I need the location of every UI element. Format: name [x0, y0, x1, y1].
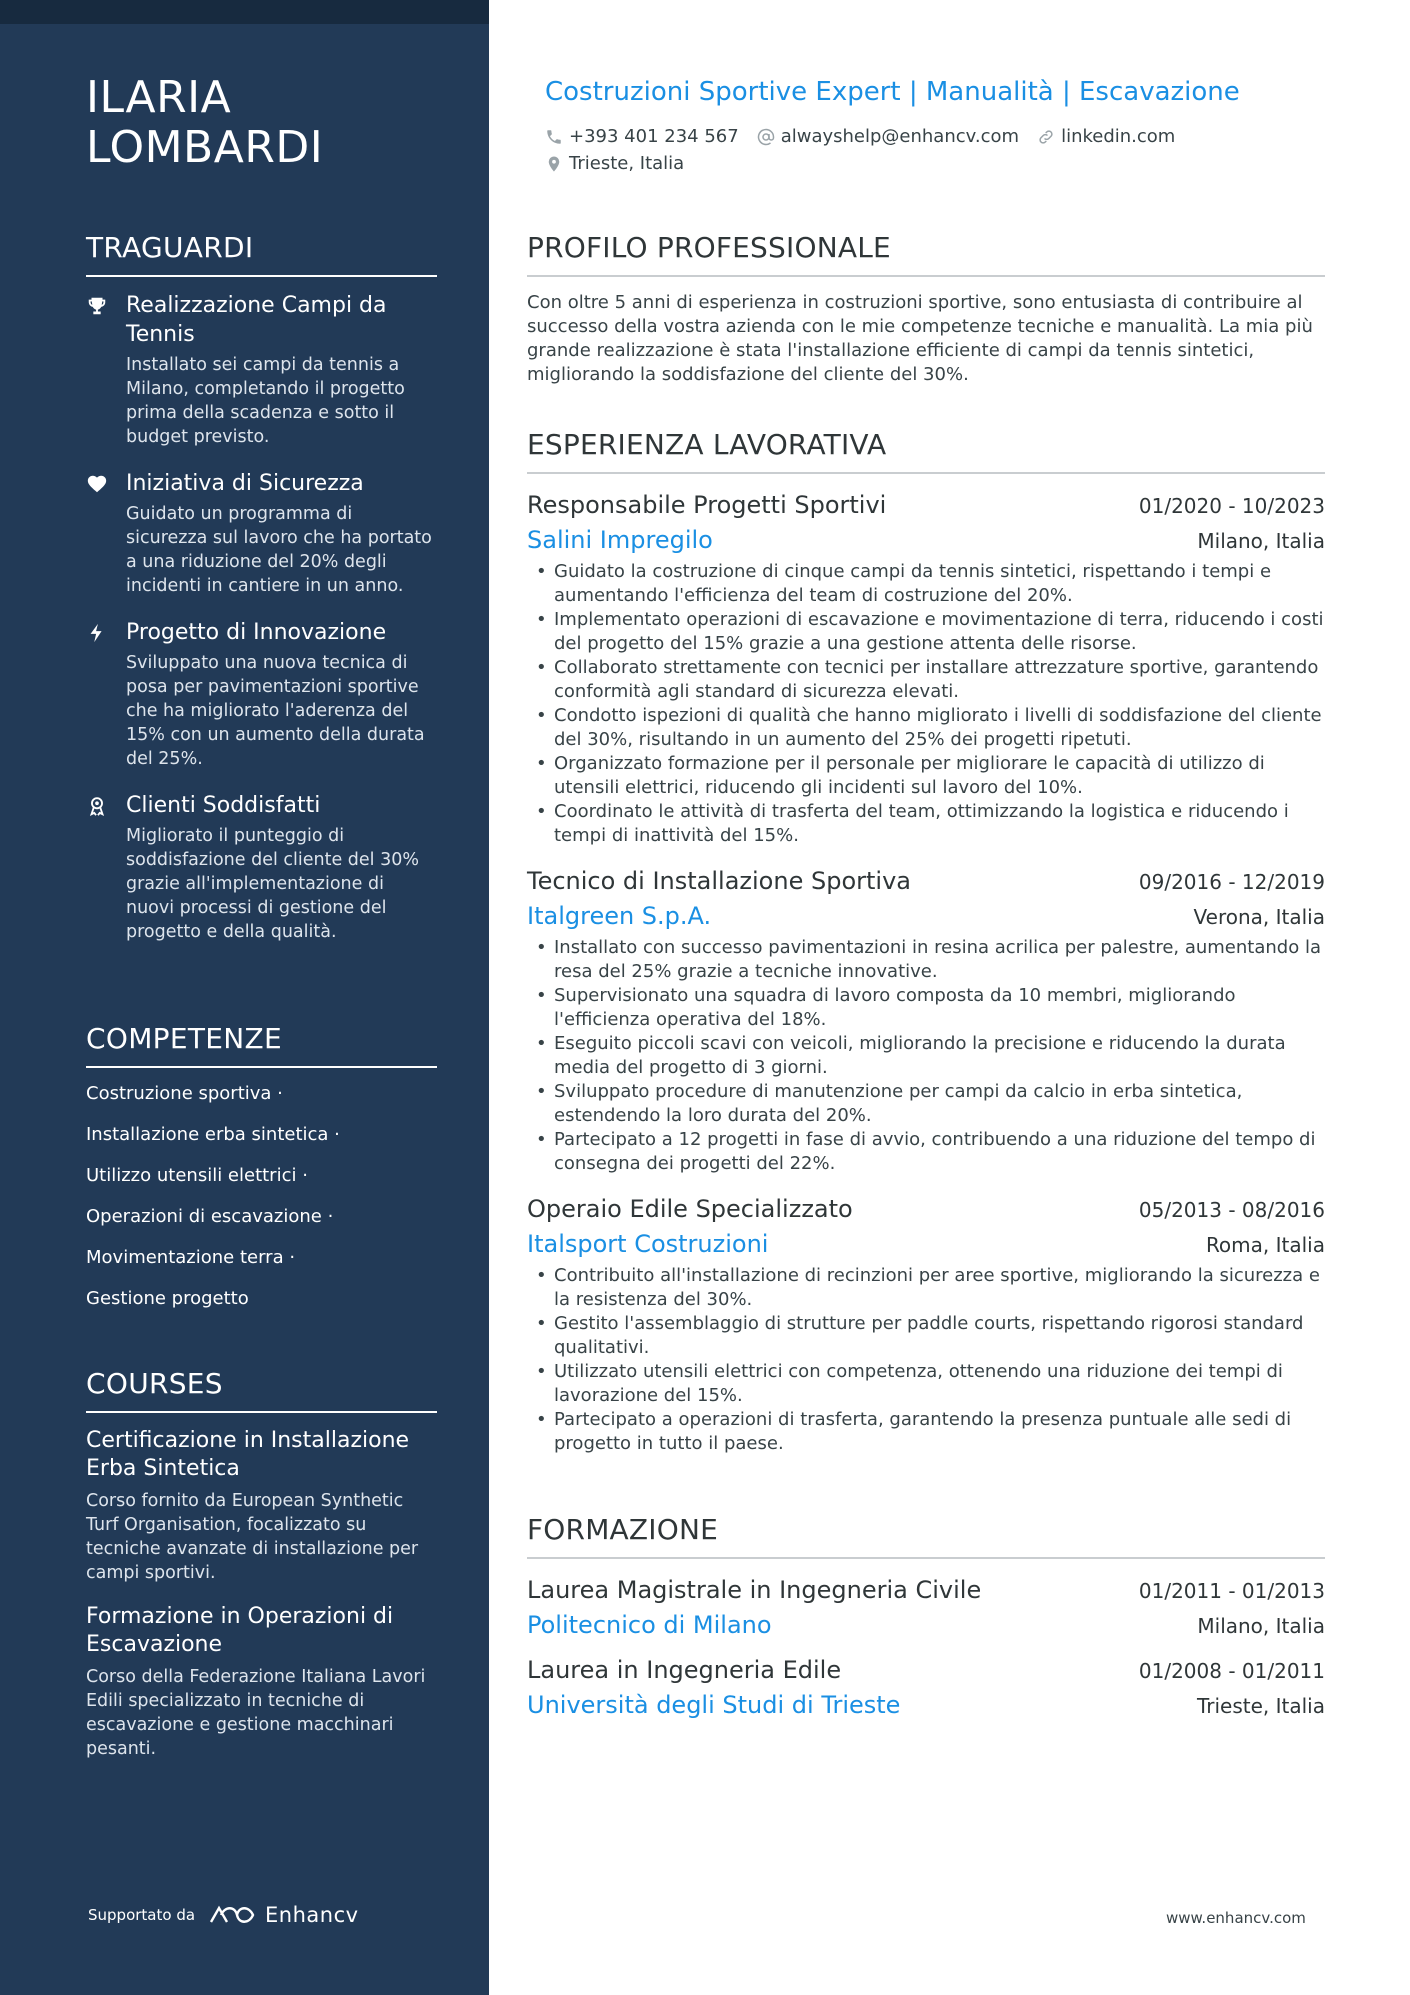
achievement-item: [86, 791, 437, 944]
skill-item: Costruzione sportiva ·: [86, 1083, 283, 1104]
job-bullet: • Contribuito all'installazione di recinzioni per aree sportive, migliorando la sicurezza e la resistenza del 30%.: [527, 1264, 1325, 1312]
job-bullet: • Coordinato le attività di trasferta del team, ottimizzando la logistica e riducendo i tempi di inattività del 15%.: [527, 800, 1325, 848]
achievement-title: Realizzazione Campi da Tennis: [126, 293, 387, 347]
school-name: Università degli Studi di Trieste: [527, 1691, 901, 1719]
enhancv-logo[interactable]: [207, 1902, 359, 1928]
job-location: Verona, Italia: [1193, 905, 1325, 929]
achievement-desc: Installato sei campi da tennis a Milano, completando il progetto prima della scadenza e sotto il budget previsto.: [126, 355, 405, 447]
education-heading: FORMAZIONE: [527, 1513, 1325, 1559]
course-title: Certificazione in Installazione Erba Sintetica: [86, 1428, 410, 1481]
degree-title: Laurea in Ingegneria Edile: [527, 1656, 842, 1684]
trophy-icon: [86, 291, 126, 449]
job-company: Italsport Costruzioni: [527, 1230, 769, 1258]
job-title: Tecnico di Installazione Sportiva: [527, 867, 911, 895]
course-item: [86, 1603, 437, 1761]
location-text: Trieste, Italia: [569, 153, 685, 174]
job-bullet: • Supervisionato una squadra di lavoro composta da 10 membri, migliorando l'efficienza operativa del 18%.: [527, 984, 1325, 1032]
name-line-2: LOMBARDI: [86, 122, 324, 173]
job-bullet: • Partecipato a operazioni di trasferta, garantendo la presenza puntuale alle sedi di progetto in tutto il paese.: [527, 1408, 1325, 1456]
achievement-desc: Guidato un programma di sicurezza sul lavoro che ha portato a una riduzione del 20% degli incidenti in cantiere in un anno.: [126, 504, 432, 596]
skill-item: Operazioni di escavazione ·: [86, 1206, 334, 1227]
enhancv-brand: Enhancv: [265, 1903, 359, 1927]
skill-item: Movimentazione terra ·: [86, 1247, 296, 1268]
job-title: Operaio Edile Specializzato: [527, 1195, 853, 1223]
job-bullet: • Eseguito piccoli scavi con veicoli, migliorando la precisione e riducendo la durata media del progetto di 3 giorni.: [527, 1032, 1325, 1080]
job-bullet: • Implementato operazioni di escavazione e movimentazione di terra, riducendo i costi del progetto del 15% grazie a una gestione attenta delle risorse.: [527, 608, 1325, 656]
job-bullet: • Partecipato a 12 progetti in fase di avvio, contribuendo a una riduzione del tempo di consegna dei progetti del 22%.: [527, 1128, 1325, 1176]
job-dates: 05/2013 - 08/2016: [1138, 1198, 1325, 1222]
email-text: alwayshelp@enhancv.com: [780, 126, 1020, 147]
job-bullet: • Guidato la costruzione di cinque campi da tennis sintetici, rispettando i tempi e aumentando l'efficienza del team di costruzione del 20%.: [527, 560, 1325, 608]
job-entry: [527, 1192, 1325, 1456]
achievements-heading: TRAGUARDI: [86, 231, 437, 277]
at-icon: [757, 128, 775, 146]
job-bullet: • Utilizzato utensili elettrici con competenza, ottenendo una riduzione dei tempi di lavorazione del 15%.: [527, 1360, 1325, 1408]
skill-item: Installazione erba sintetica ·: [86, 1124, 340, 1145]
job-location: Milano, Italia: [1197, 529, 1325, 553]
job-location: Roma, Italia: [1205, 1233, 1325, 1257]
course-title: Formazione in Operazioni di Escavazione: [86, 1604, 394, 1657]
candidate-name: [86, 73, 446, 173]
experience-heading: ESPERIENZA LAVORATIVA: [527, 428, 1325, 474]
courses-section: [86, 1367, 437, 1779]
degree-dates: 01/2008 - 01/2011: [1138, 1659, 1325, 1683]
powered-by: [88, 1902, 359, 1928]
education-section: [527, 1513, 1325, 1733]
achievement-item: [86, 291, 437, 449]
school-name: Politecnico di Milano: [527, 1611, 772, 1639]
achievements-section: [86, 231, 437, 964]
skills-heading: COMPETENZE: [86, 1022, 437, 1068]
course-desc: Corso della Federazione Italiana Lavori Edili specializzato in tecniche di escavazione e gestione macchinari pesanti.: [86, 1667, 426, 1759]
achievement-title: Progetto di Innovazione: [126, 620, 387, 645]
profile-summary: Con oltre 5 anni di esperienza in costruzioni sportive, sono entusiasta di contribuire al successo della vostra azienda con le mie competenze tecniche e manualità. La mia più grande realizzazione è stata l'installazione efficiente di campi da tennis sintetici, migliorando la soddisfazione del cliente del 30%.: [527, 292, 1313, 385]
school-location: Milano, Italia: [1197, 1614, 1325, 1638]
profile-section: [527, 231, 1325, 387]
job-bullet: • Condotto ispezioni di qualità che hanno migliorato i livelli di soddisfazione del cliente del 30%, risultando in un aumento del 25% dei progetti ripetuti.: [527, 704, 1325, 752]
achievement-title: Clienti Soddisfatti: [126, 793, 321, 818]
contact-email[interactable]: [757, 124, 1019, 150]
link-icon: [1037, 128, 1055, 146]
job-entry: [527, 864, 1325, 1176]
course-desc: Corso fornito da European Synthetic Turf Organisation, focalizzato su tecniche avanzate di installazione per campi sportivi.: [86, 1491, 419, 1583]
headline-tagline: Costruzioni Sportive Expert | Manualità | Escavazione: [545, 77, 1240, 107]
achievement-title: Iniziativa di Sicurezza: [126, 471, 364, 496]
job-bullet: • Organizzato formazione per il personale per migliorare le capacità di utilizzo di utensili elettrici, riducendo gli incidenti sul lavoro del 10%.: [527, 752, 1325, 800]
powered-by-label: Supportato da: [88, 1906, 196, 1924]
job-dates: 01/2020 - 10/2023: [1138, 494, 1325, 518]
website-link[interactable]: www.enhancv.com: [1166, 1909, 1306, 1927]
degree-title: Laurea Magistrale in Ingegneria Civile: [527, 1576, 982, 1604]
achievement-desc: Migliorato il punteggio di soddisfazione del cliente del 30% grazie all'implementazione di nuovi processi di gestione del progetto e della qualità.: [126, 826, 419, 942]
contact-location: [545, 151, 684, 177]
degree-dates: 01/2011 - 01/2013: [1138, 1579, 1325, 1603]
lightning-icon: [86, 618, 126, 771]
linkedin-text: linkedin.com: [1061, 126, 1176, 147]
job-entry: [527, 488, 1325, 848]
contact-row-2: [545, 151, 702, 177]
contact-row-1: [545, 124, 1193, 150]
job-company: Italgreen S.p.A.: [527, 902, 712, 930]
phone-icon: [545, 128, 563, 146]
award-icon: [86, 791, 126, 944]
school-location: Trieste, Italia: [1196, 1694, 1325, 1718]
job-bullet: • Gestito l'assemblaggio di strutture per paddle courts, rispettando rigorosi standard qualitativi.: [527, 1312, 1325, 1360]
phone-text: +393 401 234 567: [569, 126, 739, 147]
experience-section: [527, 428, 1325, 1472]
skill-item: Utilizzo utensili elettrici ·: [86, 1165, 308, 1186]
enhancv-logo-icon: [207, 1902, 257, 1928]
sidebar: [0, 0, 489, 1995]
profile-heading: PROFILO PROFESSIONALE: [527, 231, 1325, 277]
contact-phone[interactable]: [545, 124, 739, 150]
job-bullet: • Installato con successo pavimentazioni in resina acrilica per palestre, aumentando la resa del 25% grazie a tecniche innovative.: [527, 936, 1325, 984]
skills-section: [86, 1022, 437, 1328]
job-dates: 09/2016 - 12/2019: [1138, 870, 1325, 894]
job-company: Salini Impregilo: [527, 526, 713, 554]
education-entry: [527, 1653, 1325, 1723]
skill-item: Gestione progetto: [86, 1288, 249, 1309]
sidebar-top-band: [0, 0, 489, 24]
heart-icon: [86, 469, 126, 598]
contact-linkedin[interactable]: [1037, 124, 1175, 150]
name-line-1: ILARIA: [86, 72, 232, 123]
courses-heading: COURSES: [86, 1367, 437, 1413]
course-item: [86, 1427, 437, 1585]
job-title: Responsabile Progetti Sportivi: [527, 491, 887, 519]
education-entry: [527, 1573, 1325, 1643]
job-bullets: [527, 560, 1325, 848]
achievement-item: [86, 469, 437, 598]
achievement-item: [86, 618, 437, 771]
job-bullet: • Collaborato strettamente con tecnici per installare attrezzature sportive, garantendo conformità agli standard di sicurezza elevati.: [527, 656, 1325, 704]
job-bullet: • Sviluppato procedure di manutenzione per campi da calcio in erba sintetica, estendendo la loro durata del 20%.: [527, 1080, 1325, 1128]
job-bullets: [527, 1264, 1325, 1456]
location-pin-icon: [545, 155, 563, 173]
job-bullets: [527, 936, 1325, 1176]
achievement-desc: Sviluppato una nuova tecnica di posa per pavimentazioni sportive che ha migliorato l'aderenza del 15% con un aumento della durata del 25%.: [126, 653, 425, 769]
